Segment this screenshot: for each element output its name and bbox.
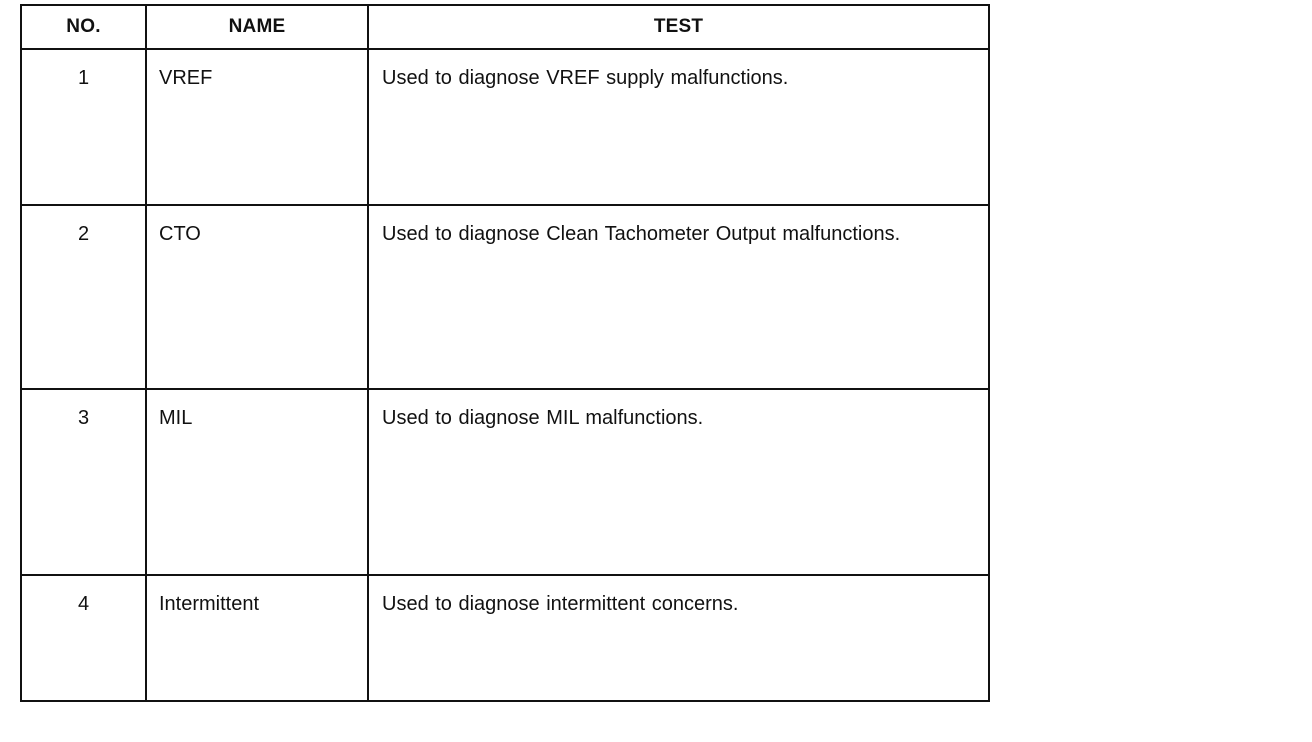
cell-test: [368, 389, 989, 575]
cell-no-text: 3: [77, 407, 90, 429]
cell-name-text: CTO: [159, 223, 201, 245]
cell-name-text: VREF: [159, 67, 213, 89]
cell-name-text: MIL: [159, 407, 193, 429]
table-row: [21, 205, 989, 389]
cell-no: [21, 205, 146, 389]
cell-name-text: Intermittent: [159, 593, 260, 615]
header-row: [21, 5, 989, 49]
test-description-table: [20, 4, 990, 702]
cell-test: [368, 575, 989, 701]
header-test: TEST: [368, 5, 989, 49]
cell-name: [146, 49, 368, 205]
cell-name: [146, 389, 368, 575]
cell-no: [21, 575, 146, 701]
cell-test: [368, 49, 989, 205]
cell-test-text: Used to diagnose Clean Tachometer Output malfunctions.: [382, 223, 901, 245]
header-no: NO.: [21, 5, 146, 49]
cell-no: [21, 389, 146, 575]
table-row: [21, 49, 989, 205]
table-row: [21, 389, 989, 575]
cell-test-text: Used to diagnose intermittent concerns.: [382, 593, 739, 615]
cell-test-text: Used to diagnose VREF supply malfunctions.: [382, 67, 789, 89]
cell-no-text: 1: [77, 67, 90, 89]
cell-no-text: 4: [77, 593, 90, 615]
table-body: [21, 49, 989, 701]
cell-no: [21, 49, 146, 205]
header-name: NAME: [146, 5, 368, 49]
cell-name: [146, 575, 368, 701]
cell-test: [368, 205, 989, 389]
table-row: [21, 575, 989, 701]
table-header: [21, 5, 989, 49]
cell-test-text: Used to diagnose MIL malfunctions.: [382, 407, 704, 429]
cell-name: [146, 205, 368, 389]
cell-no-text: 2: [77, 223, 90, 245]
